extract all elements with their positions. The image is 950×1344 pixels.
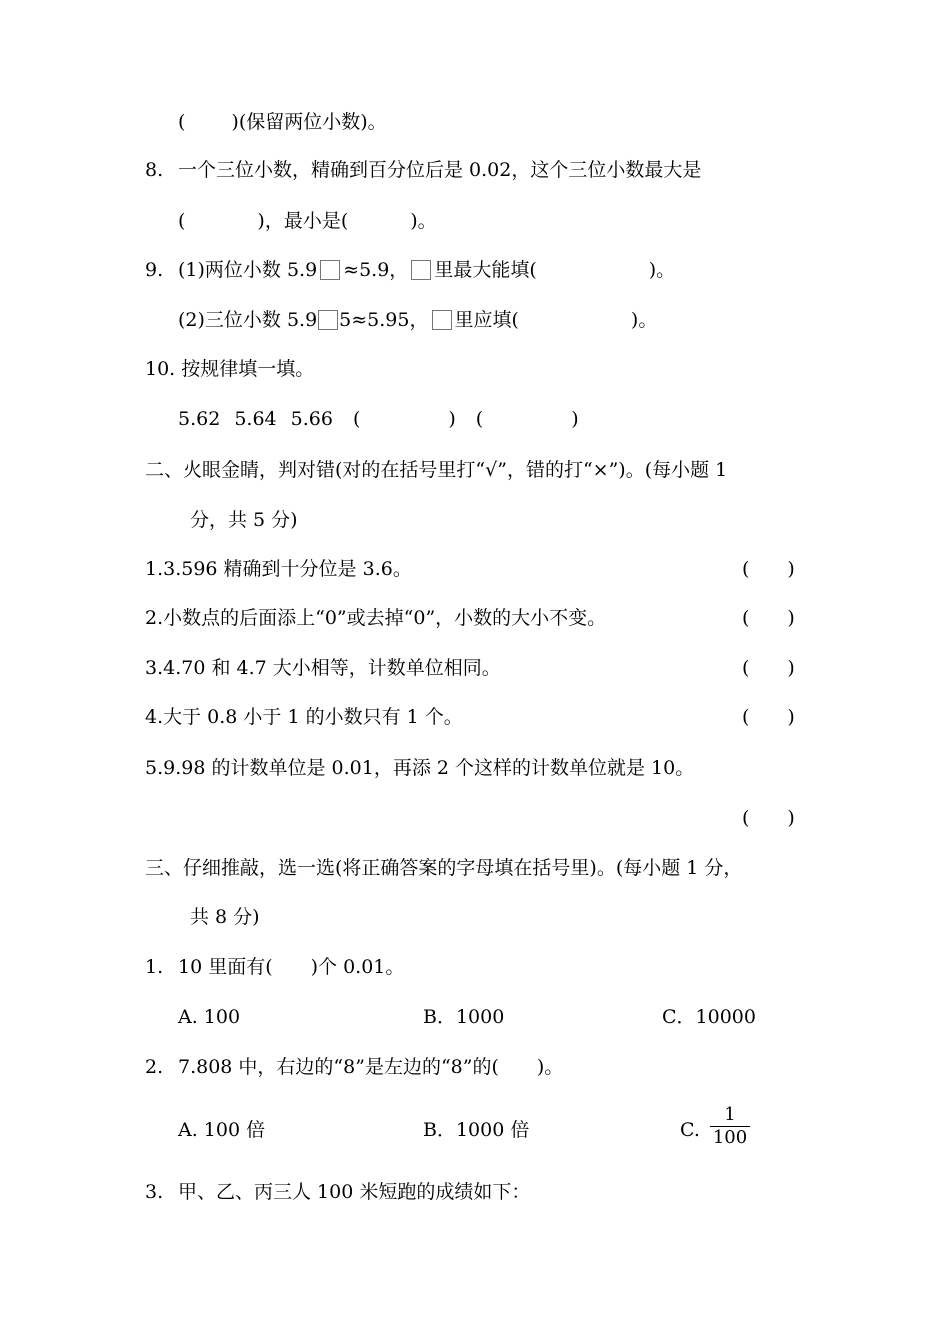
fraction-numerator: 1 (724, 1104, 736, 1125)
judge-item-2-text: 2.小数点的后面添上“0”或去掉“0”，小数的大小不变。 (145, 607, 607, 629)
choice-q1 (178, 955, 404, 979)
choice-q1-option-a[interactable]: A. 100 (178, 1006, 241, 1028)
q9-p1-text-d: )。 (648, 259, 676, 281)
choice-q2-option-c[interactable] (680, 1118, 700, 1142)
q9-p2-text-d: )。 (630, 309, 658, 331)
seq-blank1-close: ) (448, 408, 456, 430)
q9-number (145, 258, 163, 282)
choice-section-header (145, 856, 742, 880)
q8-question: 一个三位小数，精确到百分位后是 0.02，这个三位小数最大是 (178, 159, 702, 181)
judge-item-4-answer[interactable]: ( ) (742, 706, 795, 728)
q8-line2 (178, 209, 437, 233)
choice-header-line1: 三、仔细推敲，选一选(将正确答案的字母填在括号里)。(每小题 1 分， (145, 857, 743, 879)
judge-item-1-text: 1.3.596 精确到十分位是 3.6。 (145, 558, 412, 580)
q8-number: 8. (145, 159, 164, 181)
seq-blank2-open: ( (475, 408, 484, 430)
q8-line1 (145, 158, 163, 182)
q10-line (145, 357, 314, 381)
q7-blank-open: ( (178, 111, 186, 133)
choice-q2-number (145, 1055, 163, 1079)
judge-item-1 (145, 557, 412, 581)
choice-q1-option-b[interactable]: B．1000 (423, 1006, 505, 1028)
judge-item-2-answer[interactable]: ( ) (742, 607, 795, 629)
judge-item-4 (145, 705, 463, 729)
q9-p1-text-b: ≈5.9， (343, 259, 409, 281)
choice-q2-option-c-label: C. (680, 1119, 700, 1141)
seq-term-3: 5.66 (290, 408, 333, 430)
q7-answer-line (178, 110, 387, 134)
q9-p1-digit-box[interactable] (320, 260, 340, 280)
q10-question: 按规律填一填。 (181, 358, 315, 380)
choice-header-line2: 共 8 分) (190, 906, 260, 928)
choice-q1-num: 1. (145, 956, 164, 978)
judge-item-2 (145, 606, 606, 630)
judge-item-1-answer[interactable]: ( ) (742, 558, 795, 580)
fraction-one-hundredth (710, 1104, 750, 1149)
seq-blank1-open: ( (352, 408, 361, 430)
choice-q3-number (145, 1180, 163, 1204)
q9-part1 (178, 258, 675, 282)
q9-p2-text-b: 5≈5.95， (339, 309, 429, 331)
judge-item-5 (145, 756, 694, 780)
choice-q1-number (145, 955, 163, 979)
judge-item-5-answer[interactable]: ( ) (742, 807, 795, 829)
choice-section-header-2 (190, 905, 260, 929)
q9-p1-ref-box (411, 260, 431, 280)
choice-q2-option-a[interactable]: A. 100 倍 (178, 1119, 266, 1141)
choice-q2-text: 7.808 中，右边的“8”是左边的“8”的( )。 (178, 1056, 564, 1078)
choice-q3-text: 甲、乙、丙三人 100 米短跑的成绩如下： (178, 1181, 531, 1203)
judge-section-header (145, 458, 727, 482)
q8-text (178, 158, 701, 182)
fraction-denominator: 100 (710, 1126, 750, 1149)
judge-header-line2: 分，共 5 分) (190, 509, 298, 531)
q8-text-mid: )，最小是( (257, 210, 349, 232)
q9-num: 9. (145, 259, 164, 281)
q8-blank1-open: ( (178, 210, 186, 232)
choice-q2 (178, 1055, 563, 1079)
q9-p2-ref-box (432, 310, 452, 330)
q9-p1-text-c: 里最大能填( (434, 259, 537, 281)
judge-item-3-text: 3.4.70 和 4.7 大小相等，计数单位相同。 (145, 657, 501, 679)
q9-p2-text-c: 里应填( (454, 309, 519, 331)
choice-q3-num: 3. (145, 1181, 164, 1203)
seq-term-1: 5.62 (178, 408, 221, 430)
choice-q1-option-c[interactable]: C．10000 (662, 1006, 756, 1028)
judge-section-header-2 (190, 508, 298, 532)
choice-q2-num: 2. (145, 1056, 164, 1078)
q9-p2-text-a: (2)三位小数 5.9 (178, 309, 318, 331)
q9-part2 (178, 308, 657, 332)
q7-instruction: )(保留两位小数)。 (231, 111, 387, 133)
q9-p1-text-a: (1)两位小数 5.9 (178, 259, 318, 281)
q8-blank2-close: )。 (410, 210, 437, 232)
choice-q1-text: 10 里面有( )个 0.01。 (178, 956, 405, 978)
q9-p2-digit-box[interactable] (318, 310, 338, 330)
choice-q3 (178, 1180, 530, 1204)
judge-header-line1: 二、火眼金睛，判对错(对的在括号里打“√”，错的打“×”)。(每小题 1 (145, 459, 728, 481)
seq-blank2-close: ) (571, 408, 579, 430)
judge-item-3-answer[interactable]: ( ) (742, 657, 795, 679)
choice-q2-option-b[interactable]: B．1000 倍 (423, 1119, 530, 1141)
q10-sequence (178, 407, 579, 431)
judge-item-4-text: 4.大于 0.8 小于 1 的小数只有 1 个。 (145, 706, 463, 728)
q10-number: 10. (145, 358, 176, 380)
judge-item-5-text: 5.9.98 的计数单位是 0.01，再添 2 个这样的计数单位就是 10。 (145, 757, 695, 779)
judge-item-3 (145, 656, 501, 680)
seq-term-2: 5.64 (234, 408, 277, 430)
